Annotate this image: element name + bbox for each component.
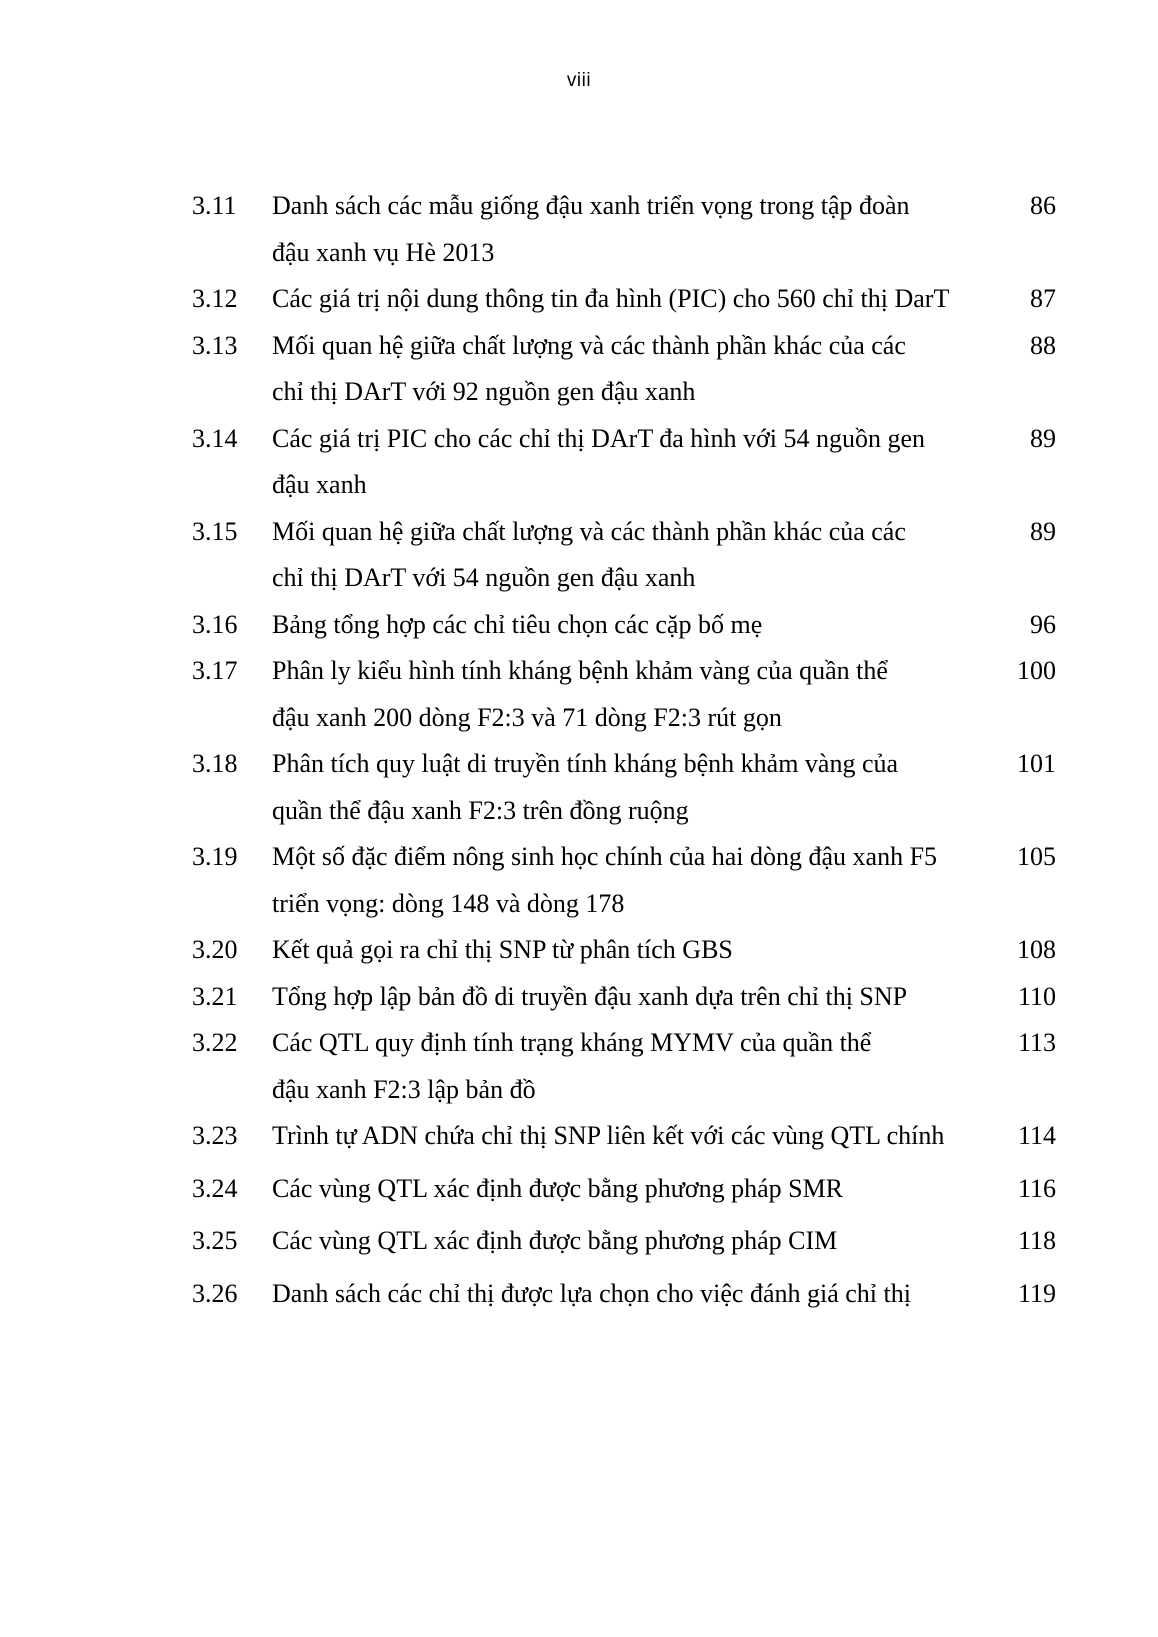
table-title-line: Một số đặc điểm nông sinh học chính của hai dòng đậu xanh F5 bbox=[272, 842, 938, 871]
table-title-line: Phân ly kiểu hình tính kháng bệnh khảm vàng của quần thể bbox=[272, 656, 888, 685]
table-title-line: chỉ thị DArT với 92 nguồn gen đậu xanh bbox=[272, 377, 696, 406]
table-title-line: Các giá trị nội dung thông tin đa hình (PIC) cho 560 chỉ thị DarT bbox=[272, 284, 950, 313]
table-title-line: Các QTL quy định tính trạng kháng MYMV của quần thể bbox=[272, 1028, 872, 1057]
list-item bbox=[192, 276, 1072, 323]
page-ref: 100 bbox=[1017, 656, 1056, 685]
table-title-line: Danh sách các mẫu giống đậu xanh triển vọng trong tập đoàn bbox=[272, 191, 910, 220]
page-ref: 89 bbox=[1030, 423, 1056, 453]
page-ref: 86 bbox=[1030, 191, 1056, 220]
table-title-line: Mối quan hệ giữa chất lượng và các thành phần khác của các bbox=[272, 330, 906, 360]
list-item bbox=[192, 323, 1072, 416]
table-title-line: Tổng hợp lập bản đồ di truyền đậu xanh dựa trên chỉ thị SNP bbox=[272, 981, 908, 1011]
table-number: 3.14 bbox=[192, 423, 238, 453]
table-number: 3.16 bbox=[192, 609, 238, 639]
table-number: 3.12 bbox=[192, 284, 238, 313]
table-title-line: đậu xanh 200 dòng F2:3 và 71 dòng F2:3 rút gọn bbox=[272, 702, 782, 732]
table-title-line: Các giá trị PIC cho các chỉ thị DArT đa hình với 54 nguồn gen bbox=[272, 423, 926, 453]
table-title-line: triển vọng: dòng 148 và dòng 178 bbox=[272, 888, 625, 918]
list-item bbox=[192, 741, 1072, 834]
list-item bbox=[192, 1218, 1072, 1265]
list-item bbox=[192, 416, 1072, 509]
table-title-line: Kết quả gọi ra chỉ thị SNP từ phân tích GBS bbox=[272, 935, 733, 964]
table-number: 3.11 bbox=[192, 191, 237, 220]
table-title bbox=[272, 1020, 972, 1113]
page-number: viii bbox=[566, 70, 592, 91]
table-number: 3.22 bbox=[192, 1028, 238, 1057]
table-number: 3.20 bbox=[192, 935, 238, 964]
table-title-line: đậu xanh F2:3 lập bản đồ bbox=[272, 1074, 536, 1104]
table-title-line: đậu xanh vụ Hè 2013 bbox=[272, 237, 495, 267]
table-title bbox=[272, 1271, 972, 1318]
page-ref: 113 bbox=[1017, 1028, 1056, 1057]
table-title bbox=[272, 276, 972, 323]
table-title bbox=[272, 1218, 972, 1265]
list-item bbox=[192, 927, 1072, 974]
page-ref: 101 bbox=[1017, 749, 1056, 778]
table-number: 3.17 bbox=[192, 656, 238, 685]
table-title-line: Phân tích quy luật di truyền tính kháng bệnh khảm vàng của bbox=[272, 749, 899, 778]
list-item bbox=[192, 1020, 1072, 1113]
table-number: 3.13 bbox=[192, 330, 238, 360]
page-ref: 116 bbox=[1017, 1173, 1056, 1203]
table-title-line: Trình tự ADN chứa chỉ thị SNP liên kết với các vùng QTL chính bbox=[272, 1121, 945, 1150]
list-item bbox=[192, 602, 1072, 649]
table-title bbox=[272, 1113, 972, 1160]
table-number: 3.23 bbox=[192, 1121, 238, 1150]
page-ref: 118 bbox=[1017, 1226, 1056, 1255]
page-ref: 88 bbox=[1030, 330, 1056, 360]
table-number: 3.19 bbox=[192, 842, 238, 871]
list-item bbox=[192, 509, 1072, 602]
list-item bbox=[192, 834, 1072, 927]
list-item bbox=[192, 183, 1072, 276]
table-title bbox=[272, 741, 972, 834]
table-title-line: Danh sách các chỉ thị được lựa chọn cho việc đánh giá chỉ thị bbox=[272, 1278, 911, 1308]
table-title bbox=[272, 834, 972, 927]
table-title-line: Bảng tổng hợp các chỉ tiêu chọn các cặp bố mẹ bbox=[272, 609, 763, 639]
table-number: 3.25 bbox=[192, 1226, 238, 1255]
table-title bbox=[272, 509, 972, 602]
table-number: 3.26 bbox=[192, 1278, 238, 1308]
page-ref: 96 bbox=[1030, 609, 1056, 639]
page-ref: 108 bbox=[1017, 935, 1056, 964]
list-item bbox=[192, 1166, 1072, 1213]
list-item bbox=[192, 1271, 1072, 1318]
page-ref: 114 bbox=[1017, 1121, 1056, 1150]
page-ref: 119 bbox=[1017, 1278, 1056, 1308]
table-title-line: Mối quan hệ giữa chất lượng và các thành phần khác của các bbox=[272, 516, 906, 546]
table-title-line: Các vùng QTL xác định được bằng phương pháp CIM bbox=[272, 1226, 838, 1255]
table-list bbox=[192, 183, 1072, 1317]
page-ref: 89 bbox=[1030, 516, 1056, 546]
page-ref: 105 bbox=[1017, 842, 1056, 871]
table-number: 3.15 bbox=[192, 516, 238, 546]
table-title bbox=[272, 974, 972, 1021]
table-title-line: chỉ thị DArT với 54 nguồn gen đậu xanh bbox=[272, 563, 696, 592]
table-number: 3.24 bbox=[192, 1173, 238, 1203]
table-title-line: Các vùng QTL xác định được bằng phương pháp SMR bbox=[272, 1173, 844, 1203]
table-title bbox=[272, 1166, 972, 1213]
table-number: 3.21 bbox=[192, 981, 238, 1011]
table-title bbox=[272, 602, 972, 649]
list-item bbox=[192, 648, 1072, 741]
page-ref: 87 bbox=[1030, 284, 1056, 313]
page-ref: 110 bbox=[1017, 981, 1056, 1011]
list-item bbox=[192, 1113, 1072, 1160]
table-title bbox=[272, 183, 972, 276]
table-number: 3.18 bbox=[192, 749, 238, 778]
table-title-line: quần thể đậu xanh F2:3 trên đồng ruộng bbox=[272, 795, 689, 825]
table-title bbox=[272, 927, 972, 974]
table-title-line: đậu xanh bbox=[272, 470, 367, 499]
table-title bbox=[272, 323, 972, 416]
list-item bbox=[192, 974, 1072, 1021]
table-title bbox=[272, 416, 972, 509]
table-title bbox=[272, 648, 972, 741]
